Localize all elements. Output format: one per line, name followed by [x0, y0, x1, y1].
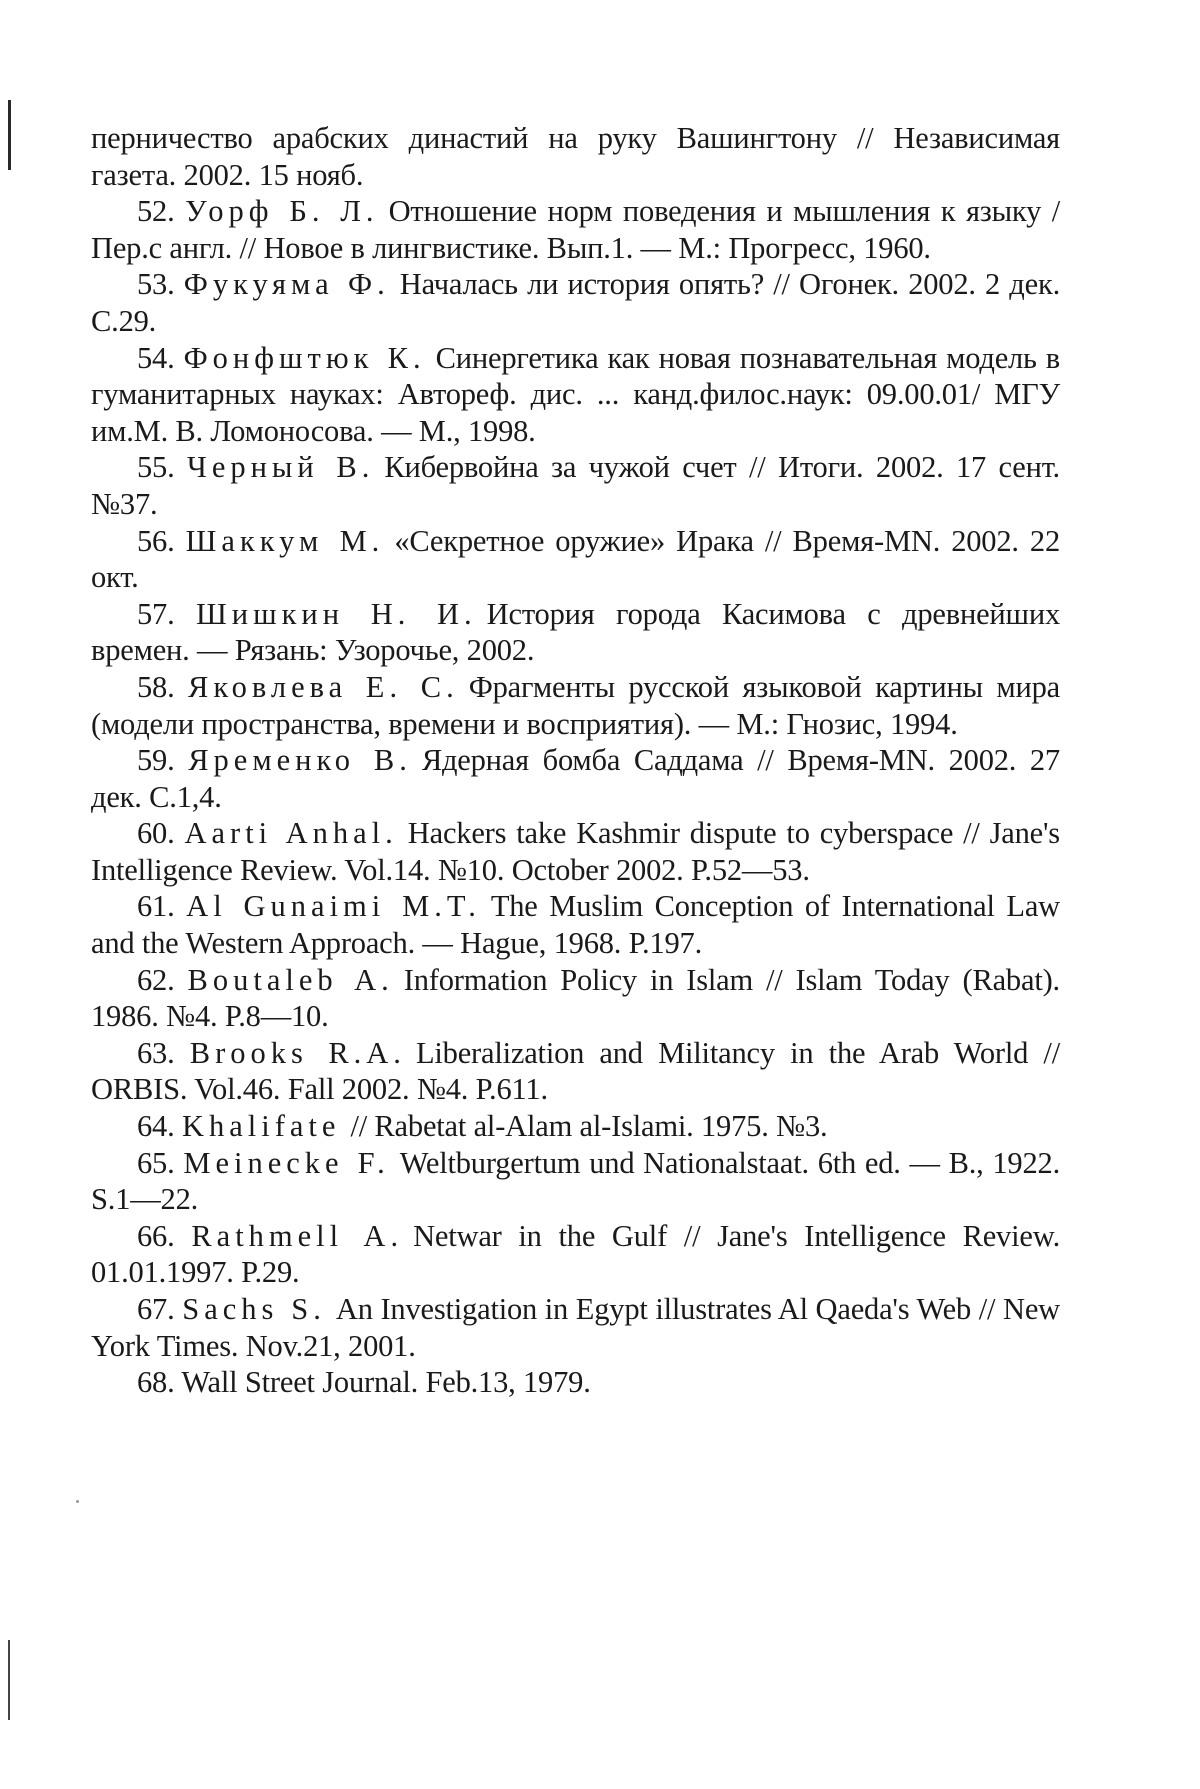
reference-entry [91, 742, 1060, 815]
reference-text: Кибервойна за чужой счет // Итоги. 2002. 17 сент. №37. [91, 450, 1060, 521]
reference-entry [91, 1291, 1060, 1364]
reference-text: An Investigation in Egypt illustrates Al Qaeda's Web // New York Times. Nov.21, 2001. [91, 1292, 1060, 1363]
reference-text: Отношение норм поведения и мышления к языку / Пер.с англ. // Новое в лингвистике. Вып.1. — М.: Прогресс, 1960. [91, 194, 1061, 265]
reference-entry [91, 1364, 1060, 1401]
scan-edge-mark [8, 1640, 10, 1720]
reference-text: Ядерная бомба Саддама // Время-MN. 2002. 27 дек. С.1,4. [91, 743, 1060, 814]
reference-text: История города Касимова с древнейших времен. — Рязань: Узорочье, 2002. [91, 596, 1060, 668]
reference-author: Шаккум М. [185, 523, 385, 558]
reference-author: Яковлева Е. С. [188, 669, 459, 704]
reference-author: Уорф Б. Л. [185, 194, 379, 229]
reference-author: Aarti Anhal. [184, 816, 398, 851]
reference-number: 52. [137, 194, 175, 229]
reference-text: «Секретное оружие» Ирака // Время-MN. 2002. 22 окт. [91, 523, 1061, 595]
reference-number: 57. [137, 596, 175, 631]
reference-number: 58. [137, 669, 175, 704]
reference-number: 63. [137, 1035, 175, 1070]
reference-entry [91, 962, 1060, 1035]
continued-entry: перничество арабских династий на руку Вашингтону // Независимая газета. 2002. 15 нояб. [91, 121, 1060, 192]
bibliography-page [91, 120, 1060, 1401]
reference-entry [91, 888, 1060, 961]
reference-number: 64. [137, 1109, 175, 1144]
reference-number: 68. [137, 1365, 175, 1400]
reference-entry [91, 193, 1060, 266]
reference-number: 53. [137, 267, 175, 302]
reference-number: 56. [137, 523, 175, 558]
reference-number: 66. [137, 1218, 175, 1253]
reference-text: Началась ли история опять? // Огонек. 2002. 2 дек. С.29. [91, 267, 1060, 338]
reference-entry [91, 669, 1060, 742]
reference-author: Черный В. [187, 450, 375, 485]
reference-entry [91, 815, 1060, 888]
reference-entry [91, 1108, 1060, 1145]
reference-number: 65. [137, 1145, 175, 1180]
reference-text: Weltburgertum und Nationalstaat. 6th ed. — B., 1922. S.1—22. [91, 1145, 1060, 1217]
reference-number: 60. [137, 816, 175, 851]
reference-author: Фонфштюк К. [183, 340, 426, 375]
reference-entry [91, 266, 1060, 339]
reference-entry [91, 340, 1060, 450]
reference-number: 59. [137, 743, 175, 778]
reference-text: The Muslim Conception of International Law and the Western Approach. — Hague, 1968. P.197. [91, 889, 1060, 961]
reference-author: Sachs S. [182, 1292, 326, 1326]
reference-author: Яременко В. [188, 743, 412, 778]
reference-author: Khalifate [181, 1109, 341, 1144]
reference-number: 62. [137, 962, 175, 997]
reference-entry [91, 596, 1060, 669]
reference-text: // Rabetat al-Alam al-Islami. 1975. №3. [350, 1109, 828, 1144]
reference-entry [91, 1035, 1060, 1108]
reference-author: Al Gunaimi M.T. [186, 889, 481, 924]
reference-text: Фрагменты русской языковой картины мира (модели пространства, времени и восприятия). — М.: Гнозис, 1994. [91, 669, 1060, 741]
reference-text: Синергетика как новая познавательная модель в гуманитарных науках: Автореф. дис. ... канд.филос.наук: 09.00.01/ МГУ им.М. В. Ломоносова. — М., 1998. [91, 340, 1060, 448]
reference-author: Boutaleb A. [187, 962, 394, 997]
reference-list [91, 193, 1060, 1401]
reference-author: Фукуяма Ф. [183, 267, 390, 302]
reference-entry [91, 523, 1060, 596]
reference-text: Information Policy in Islam // Islam Today (Rabat). 1986. №4. P.8—10. [91, 962, 1060, 1034]
scan-edge-mark [8, 100, 11, 170]
reference-text: Netwar in the Gulf // Jane's Intelligence Review. 01.01.1997. P.29. [91, 1218, 1060, 1290]
reference-text: Liberalization and Militancy in the Arab World // ORBIS. Vol.46. Fall 2002. №4. P.611. [91, 1035, 1060, 1107]
reference-entry [91, 449, 1060, 522]
reference-number: 61. [137, 889, 175, 924]
reference-text: Wall Street Journal. Feb.13, 1979. [181, 1365, 591, 1400]
reference-author: Meinecke F. [183, 1145, 390, 1180]
reference-author: Шишкин Н. И. [196, 596, 477, 631]
scan-speck [76, 1500, 79, 1503]
reference-entry [91, 1145, 1060, 1218]
reference-author: Brooks R.A. [189, 1035, 406, 1070]
reference-number: 54. [137, 340, 175, 375]
reference-entry [91, 1218, 1060, 1291]
reference-number: 67. [137, 1292, 175, 1326]
reference-number: 55. [137, 450, 175, 485]
reference-text: Hackers take Kashmir dispute to cyberspace // Jane's Intelligence Review. Vol.14. №10. October 2002. P.52—53. [91, 816, 1060, 887]
reference-author: Rathmell A. [191, 1218, 404, 1253]
